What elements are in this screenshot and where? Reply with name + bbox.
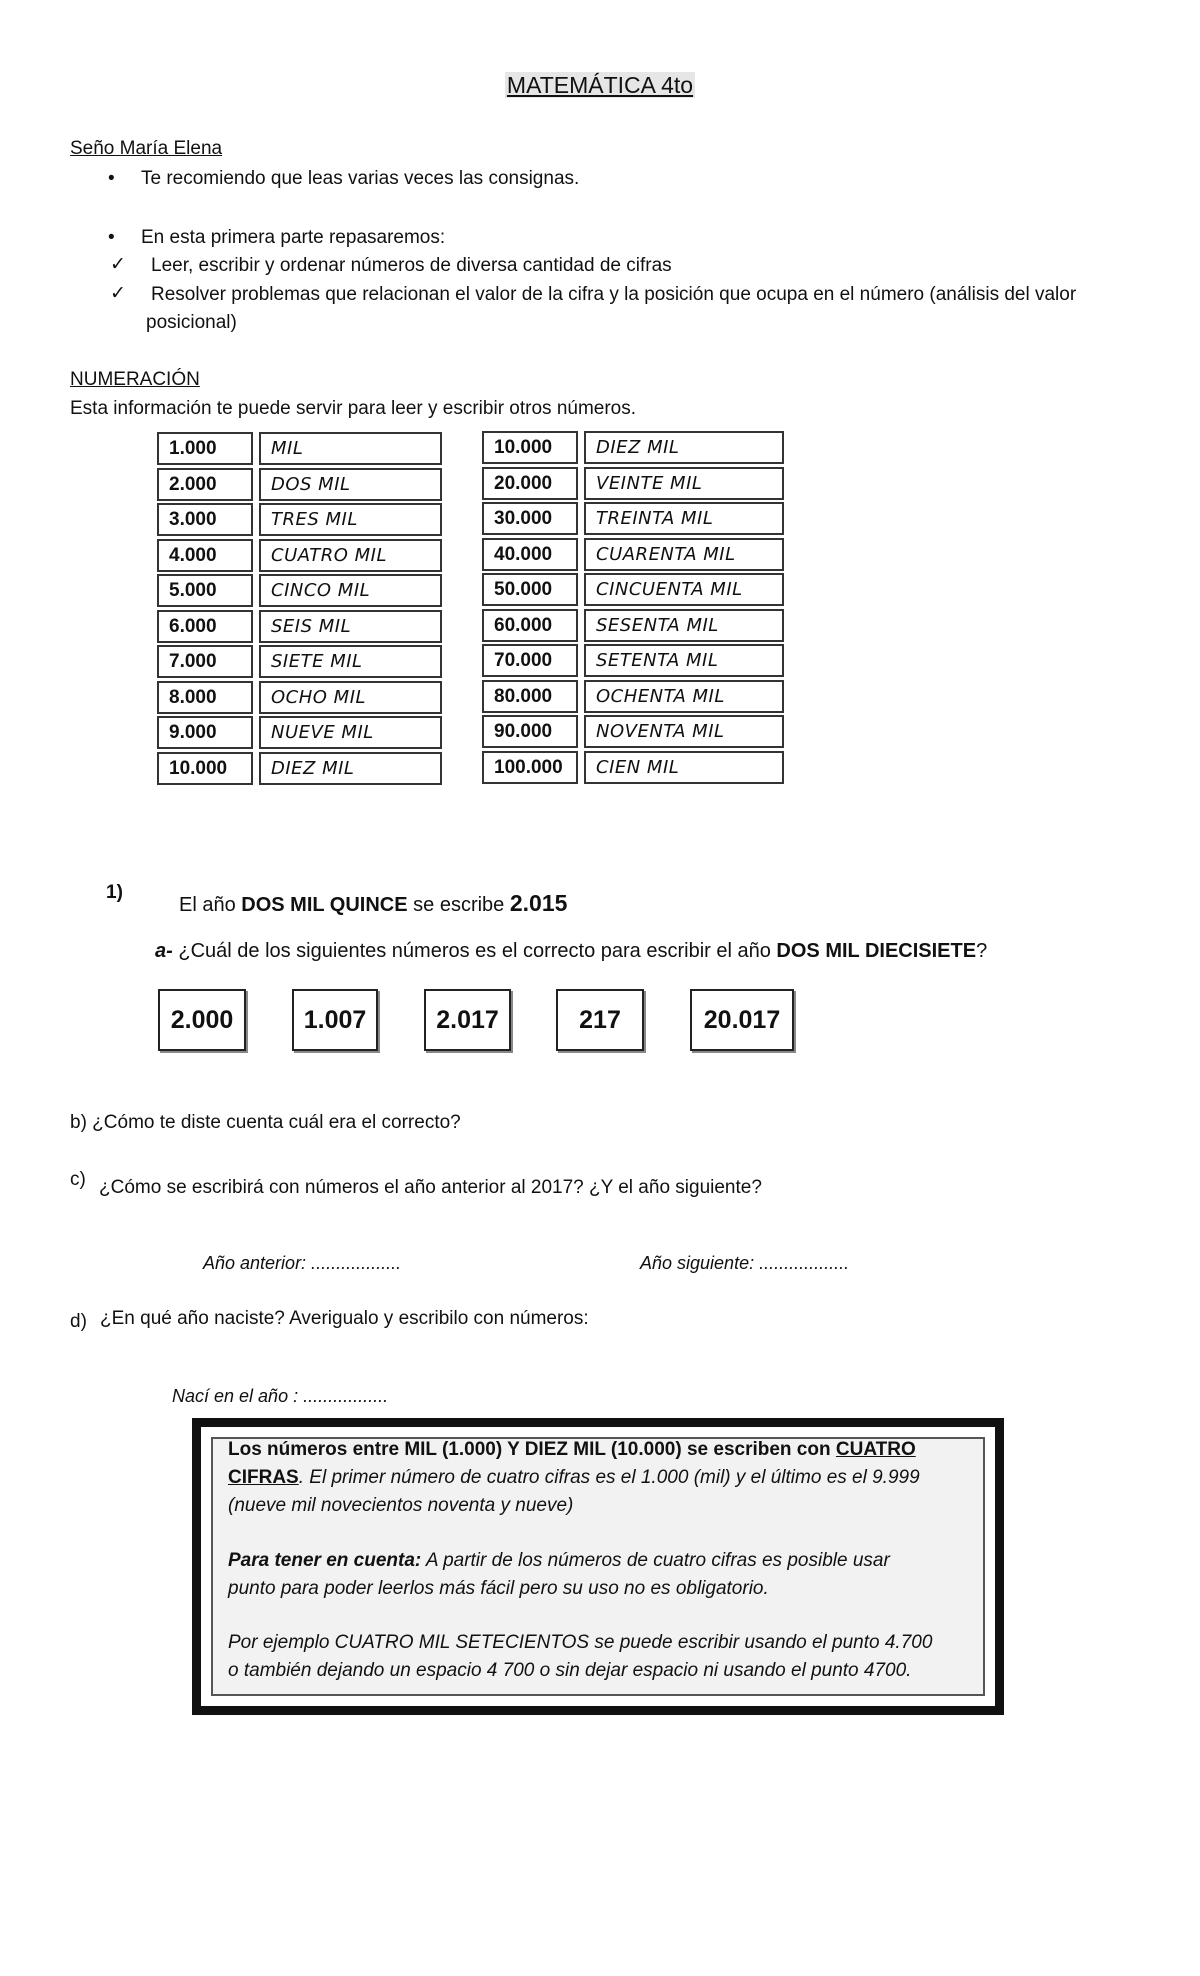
table-word-cell: TREINTA MIL	[584, 502, 784, 535]
info-line-2: CIFRAS. El primer número de cuatro cifras es el 1.000 (mil) y el último es el 9.999	[228, 1467, 920, 1488]
checkmark-icon: ✓	[110, 254, 126, 275]
info-line-1: Los números entre MIL (1.000) Y DIEZ MIL (10.000) se escriben con CUATRO	[228, 1439, 916, 1460]
table-number-cell: 3.000	[157, 503, 253, 536]
table-number-cell: 10.000	[157, 752, 253, 785]
table-word-cell: MIL	[259, 432, 442, 465]
info-line-5: punto para poder leerlos más fácil pero su uso no es obligatorio.	[228, 1578, 769, 1599]
table-number-cell: 40.000	[482, 538, 578, 571]
table-word-cell: DIEZ MIL	[259, 752, 442, 785]
table-number-cell: 100.000	[482, 751, 578, 784]
answer-anterior[interactable]: Año anterior: ..................	[203, 1253, 402, 1273]
table-number-cell: 6.000	[157, 610, 253, 643]
bullet-item-1: Te recomiendo que leas varias veces las consignas.	[141, 168, 580, 189]
table-word-cell: VEINTE MIL	[584, 467, 784, 500]
choice-option[interactable]: 1.007	[292, 989, 378, 1051]
bullet-icon: •	[108, 168, 115, 189]
bullet-item-2: En esta primera parte repasaremos:	[141, 227, 446, 248]
teacher-name: Seño María Elena	[70, 138, 223, 159]
info-line-4: Para tener en cuenta: A partir de los números de cuatro cifras es posible usar	[228, 1550, 890, 1571]
section-intro: Esta información te puede servir para leer y escribir otros números.	[70, 398, 637, 419]
question-number: 1)	[106, 882, 123, 903]
info-line-3: (nueve mil novecientos noventa y nueve)	[228, 1495, 574, 1516]
table-number-cell: 7.000	[157, 645, 253, 678]
table-word-cell: SESENTA MIL	[584, 609, 784, 642]
question-d: ¿En qué año naciste? Averigualo y escribilo con números:	[100, 1308, 589, 1329]
table-word-cell: SETENTA MIL	[584, 644, 784, 677]
answer-naci[interactable]: Nací en el año : .................	[172, 1386, 389, 1406]
table-word-cell: SEIS MIL	[259, 610, 442, 643]
table-word-cell: OCHENTA MIL	[584, 680, 784, 713]
choice-option[interactable]: 2.017	[424, 989, 511, 1051]
section-heading: NUMERACIÓN	[70, 369, 200, 390]
table-word-cell: CIEN MIL	[584, 751, 784, 784]
table-word-cell: OCHO MIL	[259, 681, 442, 714]
table-number-cell: 20.000	[482, 467, 578, 500]
table-word-cell: CUATRO MIL	[259, 539, 442, 572]
question-intro: El año DOS MIL QUINCE se escribe 2.015	[179, 890, 568, 916]
page-title: MATEMÁTICA 4to	[506, 72, 694, 98]
table-word-cell: CINCO MIL	[259, 574, 442, 607]
table-word-cell: TRES MIL	[259, 503, 442, 536]
check-item-1: Leer, escribir y ordenar números de diversa cantidad de cifras	[151, 255, 672, 276]
table-word-cell: NUEVE MIL	[259, 716, 442, 749]
question-c-label: c)	[70, 1169, 86, 1190]
question-d-label: d)	[70, 1311, 87, 1332]
table-number-cell: 8.000	[157, 681, 253, 714]
checkmark-icon: ✓	[110, 283, 126, 304]
question-a: a- ¿Cuál de los siguientes números es el correcto para escribir el año DOS MIL DIECISIETE?	[155, 940, 988, 962]
choice-option[interactable]: 217	[556, 989, 644, 1051]
table-number-cell: 30.000	[482, 502, 578, 535]
table-number-cell: 90.000	[482, 715, 578, 748]
choice-option[interactable]: 20.017	[690, 989, 794, 1051]
table-number-cell: 70.000	[482, 644, 578, 677]
table-word-cell: SIETE MIL	[259, 645, 442, 678]
table-number-cell: 80.000	[482, 680, 578, 713]
question-c: ¿Cómo se escribirá con números el año anterior al 2017? ¿Y el año siguiente?	[99, 1177, 762, 1198]
choice-option[interactable]: 2.000	[158, 989, 246, 1051]
check-item-2-cont: posicional)	[146, 312, 237, 333]
table-number-cell: 50.000	[482, 573, 578, 606]
check-item-2: Resolver problemas que relacionan el valor de la cifra y la posición que ocupa en el número (análisis del valor	[151, 284, 1077, 305]
info-line-6: Por ejemplo CUATRO MIL SETECIENTOS se puede escribir usando el punto 4.700	[228, 1632, 933, 1653]
table-number-cell: 60.000	[482, 609, 578, 642]
info-line-7: o también dejando un espacio 4 700 o sin dejar espacio ni usando el punto 4700.	[228, 1660, 912, 1681]
table-word-cell: CUARENTA MIL	[584, 538, 784, 571]
table-word-cell: NOVENTA MIL	[584, 715, 784, 748]
question-b: b) ¿Cómo te diste cuenta cuál era el correcto?	[70, 1112, 461, 1133]
bullet-icon: •	[108, 227, 115, 248]
table-number-cell: 2.000	[157, 468, 253, 501]
table-word-cell: DIEZ MIL	[584, 431, 784, 464]
table-number-cell: 5.000	[157, 574, 253, 607]
table-number-cell: 10.000	[482, 431, 578, 464]
table-number-cell: 9.000	[157, 716, 253, 749]
table-number-cell: 4.000	[157, 539, 253, 572]
table-word-cell: CINCUENTA MIL	[584, 573, 784, 606]
table-word-cell: DOS MIL	[259, 468, 442, 501]
answer-siguiente[interactable]: Año siguiente: ..................	[640, 1253, 850, 1273]
table-number-cell: 1.000	[157, 432, 253, 465]
